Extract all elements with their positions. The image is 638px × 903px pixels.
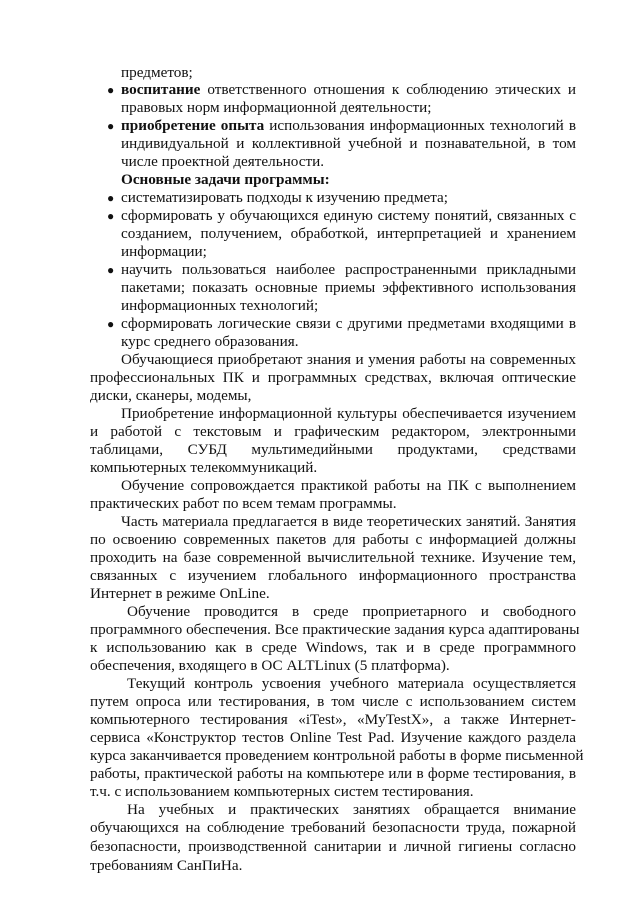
bullet-continuation: предметов; — [121, 64, 193, 81]
paragraph-line: путем опроса или тестирования, в том числе с использованием систем — [90, 693, 576, 710]
paragraph-line: проходить на базе современной вычислительной технике. Изучение тем, — [90, 549, 576, 566]
goal-experience-text: использования информационных технологий в — [269, 117, 576, 134]
goal-experience-line — [121, 117, 576, 135]
paragraph-line: Обучение проводится в среде проприетарного и свободного — [127, 603, 576, 620]
paragraph-line: Текущий контроль усвоения учебного материала осуществляется — [127, 675, 576, 692]
paragraph-line: обучающихся на соблюдение требований безопасности труда, пожарной — [90, 819, 576, 836]
paragraph-line: таблицами, СУБД мультимедийными продуктами, средствами — [90, 441, 576, 458]
paragraph-line: Обучение сопровождается практикой работы на ПК с выполнением — [121, 477, 576, 494]
paragraph-line: Интернет в режиме OnLine. — [90, 585, 270, 602]
paragraph-line: компьютерного тестирования «iTest», «MyTestX», а также Интернет- — [90, 711, 576, 728]
tasks-heading: Основные задачи программы: — [121, 171, 330, 188]
goal-upbringing-line: правовых норм информационной деятельности; — [121, 99, 432, 116]
goal-experience-line: индивидуальной и коллективной учебной и познавательной, в том — [121, 135, 576, 152]
bullet-icon: ● — [107, 119, 115, 133]
paragraph-line: компьютерных телекоммуникаций. — [90, 459, 318, 476]
task-line: созданием, получением, обработкой, интерпретацией и хранением — [121, 225, 576, 242]
goal-upbringing-term: воспитание — [121, 81, 201, 98]
task-line: информационных технологий; — [121, 297, 319, 314]
paragraph-line: и работой с текстовым и графическим редактором, электронными — [90, 423, 576, 440]
paragraph-line: На учебных и практических занятиях обращается внимание — [127, 801, 576, 818]
bullet-icon: ● — [107, 191, 115, 205]
task-line: пакетами; показать основные приемы эффективного использования — [121, 279, 576, 296]
paragraph-line: Приобретение информационной культуры обеспечивается изучением — [121, 405, 576, 422]
paragraph-line: Часть материала предлагается в виде теоретических занятий. Занятия — [121, 513, 576, 530]
paragraph-line: курса заканчивается проведением контрольной работы в форме письменной — [90, 747, 584, 764]
paragraph-line: по освоению современных пакетов для работы с информацией должны — [90, 531, 576, 548]
task-line: сформировать логические связи с другими предметами входящими в — [121, 315, 576, 332]
bullet-icon: ● — [107, 209, 115, 223]
goal-upbringing-text: ответственного отношения к соблюдению этических и — [207, 81, 576, 98]
bullet-icon: ● — [107, 263, 115, 277]
goal-experience-line: числе проектной деятельности. — [121, 153, 325, 170]
paragraph-line: связанных с изучением глобального информационного пространства — [90, 567, 576, 584]
paragraph-line: сервиса «Конструктор тестов Online Test Pad. Изучение каждого раздела — [90, 729, 576, 746]
task-line: научить пользоваться наиболее распространенными прикладными — [121, 261, 576, 278]
paragraph-line: Обучающиеся приобретают знания и умения работы на современных — [121, 351, 576, 368]
paragraph-line: программного обеспечения. Все практические задания курса адаптированы — [90, 621, 580, 638]
paragraph-line: профессиональных ПК и программных средствах, включая оптические — [90, 369, 576, 386]
paragraph-line: обеспечения, входящего в ОС ALTLinux (5 платформа). — [90, 657, 450, 674]
bullet-icon: ● — [107, 83, 115, 97]
paragraph-line: диски, сканеры, модемы, — [90, 387, 252, 404]
task-line: информации; — [121, 243, 207, 260]
paragraph-line: т.ч. с использованием компьютерных систем тестирования. — [90, 783, 474, 800]
paragraph-line: работы, практической работы на компьютере или в форме тестирования, в — [90, 765, 576, 782]
task-line: сформировать у обучающихся единую систему понятий, связанных с — [121, 207, 576, 224]
paragraph-line: практических работ по всем темам программы. — [90, 495, 397, 512]
task-line: курс среднего образования. — [121, 333, 299, 350]
goal-experience-term: приобретение опыта — [121, 117, 265, 134]
task-line: систематизировать подходы к изучению предмета; — [121, 189, 448, 206]
paragraph-line: к использованию как в среде Windows, так и в среде программного — [90, 639, 576, 656]
goal-upbringing-line — [121, 81, 576, 99]
paragraph-line: требованиям СанПиНа. — [90, 857, 243, 874]
bullet-icon: ● — [107, 317, 115, 331]
paragraph-line: безопасности, производственной санитарии и личной гигиены согласно — [90, 838, 576, 855]
